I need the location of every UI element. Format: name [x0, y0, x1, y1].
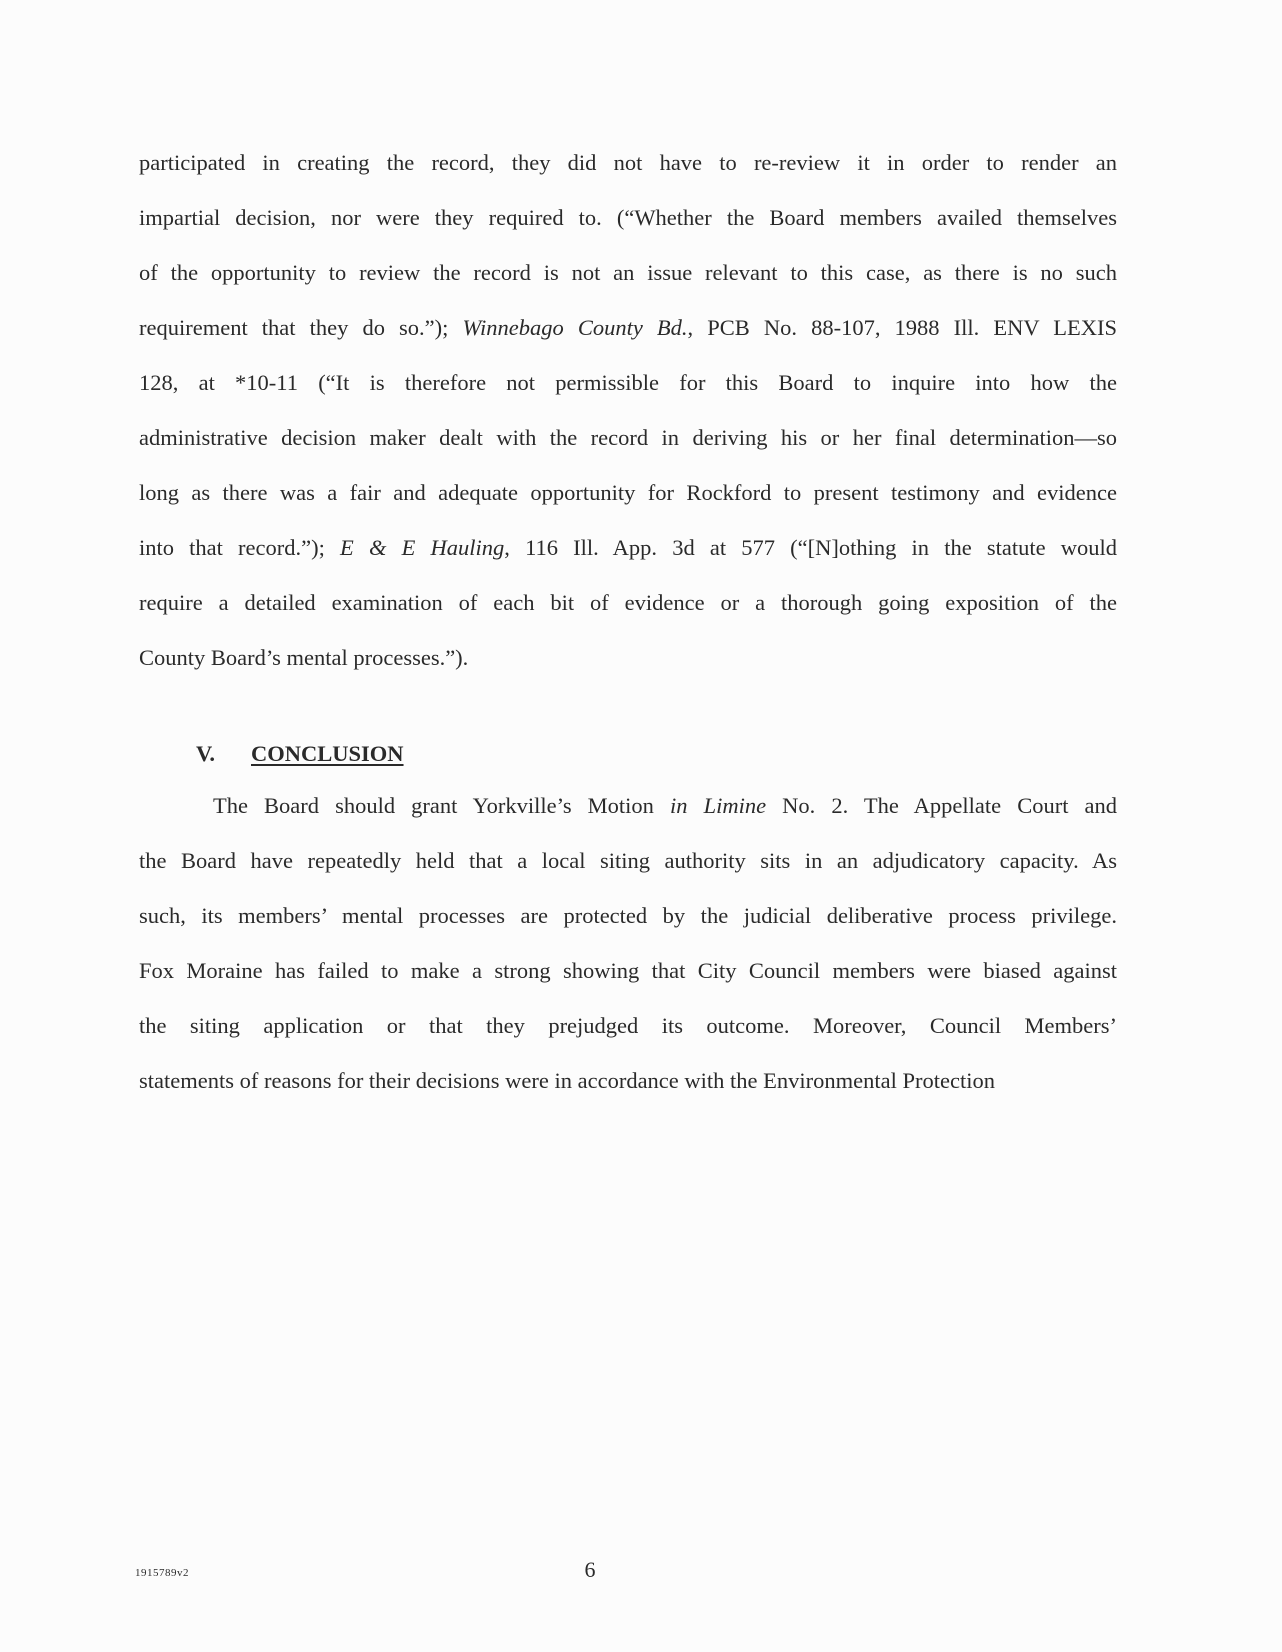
text-run: , PCB No. 88-107, 1988 Ill. ENV LEXIS	[687, 315, 1117, 340]
text-run: No. 2. The Appellate Court and	[766, 793, 1117, 818]
text-line: long as there was a fair and adequate opportunity for Rockford to present testimony and evidence	[139, 480, 1117, 505]
text-line: such, its members’ mental processes are protected by the judicial deliberative process privilege.	[139, 903, 1117, 928]
text-line	[213, 791, 1117, 821]
text-line: participated in creating the record, they did not have to re-review it in order to render an	[139, 150, 1117, 175]
text-line	[139, 533, 1117, 563]
section-heading	[196, 739, 404, 769]
section-title: CONCLUSION	[251, 741, 404, 766]
case-citation: Winnebago County Bd.	[462, 315, 688, 340]
text-line	[139, 313, 1117, 343]
text-line: County Board’s mental processes.”).	[139, 645, 469, 670]
page-number: 6	[584, 1557, 596, 1582]
italic-term: in Limine	[670, 793, 767, 818]
text-line: require a detailed examination of each bit of evidence or a thorough going exposition of the	[139, 590, 1117, 615]
text-line: of the opportunity to review the record is not an issue relevant to this case, as there is no such	[139, 260, 1117, 285]
text-run: , 116 Ill. App. 3d at 577 (“[N]othing in the statute would	[504, 535, 1118, 560]
case-citation: E & E Hauling	[340, 535, 505, 560]
section-number: V.	[196, 741, 215, 766]
text-line: Fox Moraine has failed to make a strong showing that City Council members were biased against	[139, 958, 1117, 983]
text-line: the siting application or that they prejudged its outcome. Moreover, Council Members’	[139, 1013, 1117, 1038]
text-run: requirement that they do so.”);	[139, 315, 463, 340]
document-id: 1915789v2	[135, 1567, 189, 1579]
text-line: 128, at *10-11 (“It is therefore not permissible for this Board to inquire into how the	[139, 370, 1117, 395]
text-line: administrative decision maker dealt with the record in deriving his or her final determination—so	[139, 425, 1117, 450]
text-run: The Board should grant Yorkville’s Motion	[213, 793, 670, 818]
text-line: statements of reasons for their decisions were in accordance with the Environmental Protection	[139, 1068, 995, 1093]
text-line: impartial decision, nor were they required to. (“Whether the Board members availed themselves	[139, 205, 1117, 230]
text-line: the Board have repeatedly held that a local siting authority sits in an adjudicatory capacity. As	[139, 848, 1117, 873]
text-run: into that record.”);	[139, 535, 341, 560]
